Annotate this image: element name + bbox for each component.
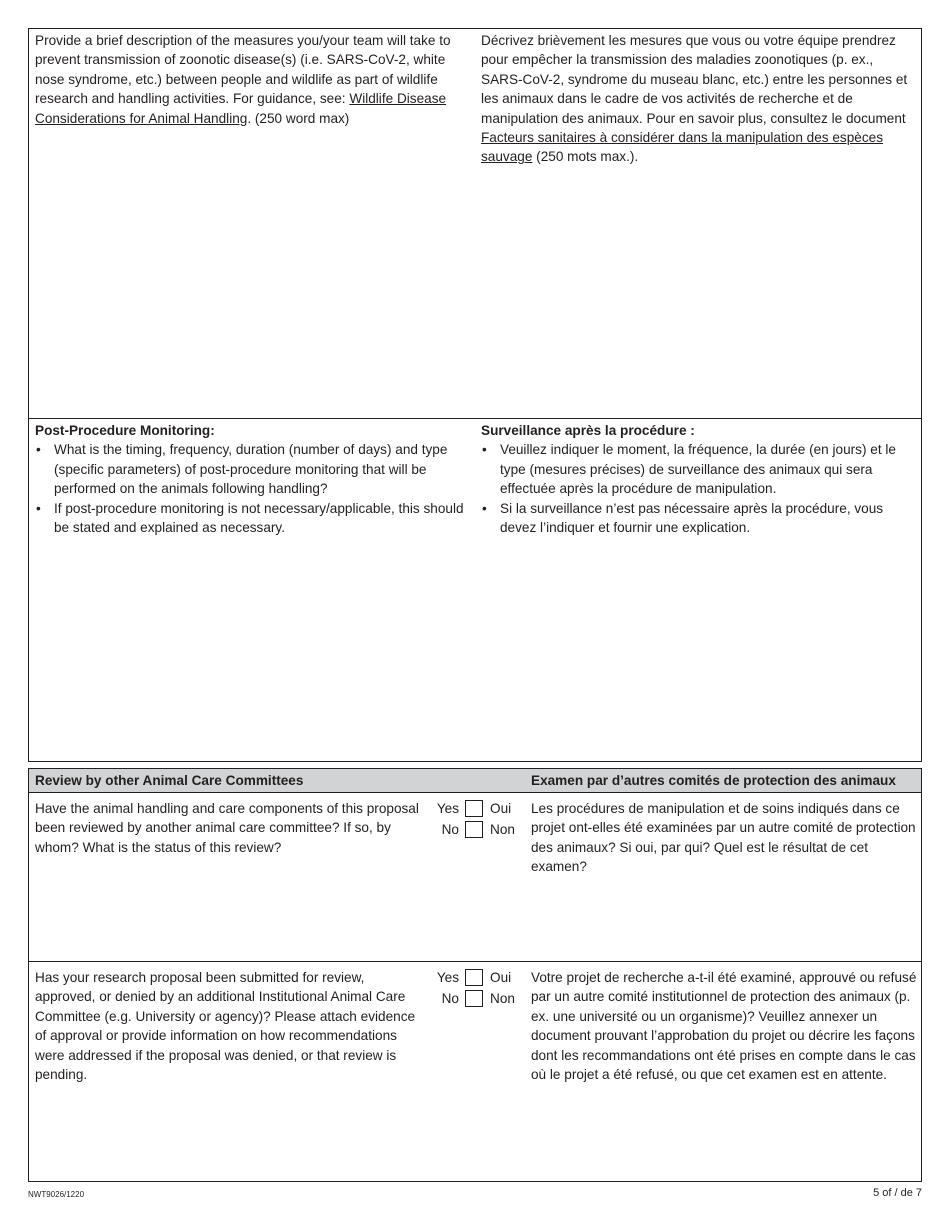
zoonotic-measures-en: [35, 29, 467, 128]
post-procedure-monitoring-row[interactable]: [29, 418, 921, 762]
monitoring-fr-bullet: • Veuillez indiquer le moment, la fréquence, la durée (en jours) et le type (mesures précises) de surveillance des animaux qui sera effectuée après la procédure de manipulation.: [481, 440, 917, 498]
zoonotic-measures-en-text: Provide a brief description of the measures you/your team will take to prevent transmission of zoonotic disease(s) (i.e. SARS-CoV-2, white nose syndrome, etc.) between people and wildlife as part of wildlife research and handling activities. For guidance, see:: [35, 33, 451, 107]
q1-no-checkbox[interactable]: [465, 821, 483, 838]
yes-label-fr: Oui: [490, 970, 512, 985]
review-question-2-en: Has your research proposal been submitted for review, approved, or denied by an additional Institutional Animal Care Committee (e.g. University or agency)? Please attach evidence of approval or provide information on how recommendations were addressed if the proposal was denied, or that review is pending.: [35, 970, 416, 1083]
no-label-en: No: [441, 822, 459, 837]
facteurs-sanitaires-link[interactable]: Facteurs sanitaires à considérer dans la manipulation des espèces sauvage: [481, 130, 883, 165]
disease-monitoring-table: [28, 28, 922, 762]
review-question-1-fr: Les procédures de manipulation et de soins indiqués dans ce projet ont-elles été examinées par un autre comité de protection des animaux? Si oui, par qui? Quel est le résultat de cet examen?: [531, 801, 916, 875]
yes-label-fr: Oui: [490, 801, 512, 816]
zoonotic-measures-fr: [481, 29, 917, 167]
q2-no-checkbox[interactable]: [465, 990, 483, 1007]
review-header-fr: Examen par d’autres comités de protection des animaux: [531, 773, 896, 788]
zoonotic-measures-fr-suffix: (250 mots max.).: [532, 149, 639, 165]
review-question-1-en: Have the animal handling and care components of this proposal been reviewed by another animal care committee? If so, by whom? What is the status of this review?: [35, 801, 419, 855]
form-code: NWT9026/1220: [28, 1190, 85, 1199]
q2-yes-checkbox[interactable]: [465, 969, 483, 986]
review-question-2-choices: [427, 968, 527, 1010]
yes-label-en: Yes: [436, 801, 459, 816]
no-label-fr: Non: [490, 991, 515, 1006]
q1-yes-checkbox[interactable]: [465, 800, 483, 817]
monitoring-en: [35, 419, 467, 537]
monitoring-fr-bullet: • Si la surveillance n’est pas nécessaire après la procédure, vous devez l’indiquer et fournir une explication.: [481, 499, 917, 538]
review-committees-table: [28, 768, 922, 1182]
monitoring-en-title: Post-Procedure Monitoring:: [35, 423, 215, 438]
monitoring-fr: [481, 419, 917, 537]
monitoring-en-bullet: • If post-procedure monitoring is not necessary/applicable, this should be stated and explained as necessary.: [35, 499, 467, 538]
wildlife-disease-considerations-link[interactable]: Wildlife Disease Considerations for Animal Handling: [35, 91, 447, 126]
yes-choice: [427, 968, 527, 989]
review-question-1-row[interactable]: [29, 793, 921, 961]
review-question-2-fr: Votre projet de recherche a-t-il été examiné, approuvé ou refusé par un autre comité institutionnel de protection des animaux (p. ex. une université ou un organisme)? Veuillez annexer un document prouvant l’approbation du projet ou décrire les façons dont les recommandations ont été prises en compte dans le cas où le projet a été refusé, ou que cet examen est en attente.: [531, 970, 917, 1083]
no-label-fr: Non: [490, 822, 515, 837]
review-header: [29, 769, 921, 793]
page-number: 5 of / de 7: [873, 1187, 922, 1199]
monitoring-fr-title: Surveillance après la procédure :: [481, 423, 695, 438]
yes-label-en: Yes: [436, 970, 459, 985]
monitoring-en-list: [35, 440, 467, 537]
zoonotic-measures-row[interactable]: [29, 29, 921, 418]
monitoring-en-bullet: • What is the timing, frequency, duration (number of days) and type (specific parameters) of post-procedure monitoring that will be performed on the animals following handling?: [35, 440, 467, 498]
zoonotic-measures-fr-text: Décrivez brièvement les mesures que vous ou votre équipe prendrez pour empêcher la transmission des maladies zoonotiques (p. ex., SARS-CoV-2, syndrome du museau blanc, etc.) entre les personnes et les animaux dans le cadre de vos activités de recherche et de manipulation des animaux. Pour en savoir plus, consultez le document: [481, 33, 908, 126]
review-header-en: Review by other Animal Care Committees: [35, 773, 304, 788]
no-choice: [427, 820, 527, 841]
review-question-1-choices: [427, 799, 527, 841]
zoonotic-measures-en-suffix: . (250 word max): [247, 110, 350, 126]
no-label-en: No: [441, 991, 459, 1006]
monitoring-fr-list: [481, 440, 917, 537]
yes-choice: [427, 799, 527, 820]
review-question-2-row[interactable]: [29, 961, 921, 1182]
no-choice: [427, 989, 527, 1010]
